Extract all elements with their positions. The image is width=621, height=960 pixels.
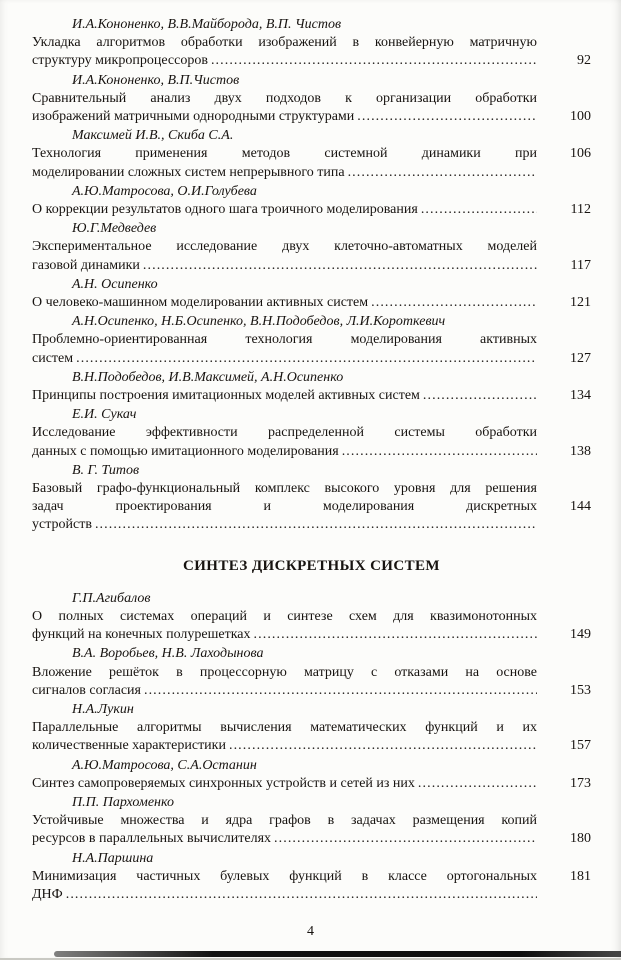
toc-entry xyxy=(32,757,591,793)
title-text: Принципы построения имитационных моделей активных систем xyxy=(32,388,420,404)
entry-authors: А.Ю.Матросова, С.А.Останин xyxy=(72,757,257,773)
entry-title-line: Параллельные алгоритмы вычисления математических функций и их xyxy=(32,720,537,736)
dot-leader xyxy=(92,516,537,534)
title-text: функций на конечных полурешетках xyxy=(32,627,251,643)
entry-authors: И.А.Кононенко, В.П.Чистов xyxy=(72,72,240,88)
entry-line xyxy=(32,443,591,461)
entry-authors: И.А.Кононенко, В.В.Майборода, В.П. Чистов xyxy=(72,17,342,32)
title-text: устройств xyxy=(32,517,92,533)
dot-leader xyxy=(226,737,537,755)
title-text: сигналов согласия xyxy=(32,682,141,698)
entry-line xyxy=(32,424,591,442)
entry-authors: Е.И. Сукач xyxy=(72,407,137,423)
entry-line xyxy=(32,516,591,534)
entry-line xyxy=(32,480,591,498)
entry-authors: А.Н.Осипенко, Н.Б.Осипенко, В.Н.Подобедов, Л.И.Короткевич xyxy=(72,314,446,330)
title-text: структуру микропроцессоров xyxy=(32,53,208,69)
dot-leader xyxy=(420,387,537,405)
entry-title-line xyxy=(32,108,537,126)
entry-authors: Н.А.Лукин xyxy=(72,701,134,717)
entry-line xyxy=(32,257,591,275)
entry-line xyxy=(32,608,591,626)
entry-line xyxy=(32,737,591,755)
entry-page-number: 112 xyxy=(570,202,591,218)
entry-line xyxy=(32,331,591,349)
entry-page-number: 157 xyxy=(570,738,591,754)
entry-line xyxy=(32,52,591,70)
entry-page-number: 138 xyxy=(570,443,591,459)
entry-page-number: 153 xyxy=(570,682,591,698)
entry-authors: Н.А.Паршина xyxy=(72,850,154,866)
entry-title-line: Устойчивые множества и ядра графов в задачах размещения копий xyxy=(32,813,537,829)
entry-authors: В. Г. Титов xyxy=(72,462,140,478)
entry-title-line: Укладка алгоритмов обработки изображений в конвейерную матричную xyxy=(32,35,537,51)
entry-authors: Максимей И.В., Скиба С.А. xyxy=(72,128,234,144)
title-text: количественные характеристики xyxy=(32,738,226,754)
entry-title-line: задач проектирования и моделирования дискретных xyxy=(32,499,537,515)
entry-page-number: 121 xyxy=(570,295,591,311)
entry-title-line xyxy=(32,164,537,182)
entry-line xyxy=(32,387,591,405)
entry-title-line xyxy=(32,682,537,700)
entry-title-line xyxy=(32,52,537,70)
dot-leader xyxy=(63,886,537,904)
entry-line xyxy=(32,34,591,52)
entry-line xyxy=(32,90,591,108)
toc-entry xyxy=(32,462,591,535)
entry-authors: Г.П.Агибалов xyxy=(72,590,151,606)
entry-title-line xyxy=(32,257,537,275)
entry-line xyxy=(32,886,591,904)
toc-entry xyxy=(32,794,591,849)
entry-page-number: 100 xyxy=(570,109,591,125)
entry-title-line: О полных системах операций и синтезе схем для квазимонотонных xyxy=(32,608,537,624)
entry-line xyxy=(32,145,591,163)
entry-page-number: 180 xyxy=(570,831,591,847)
entry-page-number: 144 xyxy=(570,499,591,515)
entry-line xyxy=(32,664,591,682)
entry-title-line xyxy=(32,201,537,219)
dot-leader xyxy=(251,626,537,644)
scan-shadow-artifact xyxy=(54,951,621,957)
entry-page-number: 134 xyxy=(570,388,591,404)
toc-entry xyxy=(32,369,591,405)
title-text: О коррекции результатов одного шага троичного моделирования xyxy=(32,202,418,218)
toc-entry xyxy=(32,127,591,182)
dot-leader xyxy=(368,294,537,312)
entry-title-line xyxy=(32,737,537,755)
toc-entry xyxy=(32,701,591,756)
dot-leader xyxy=(140,257,537,275)
entry-line xyxy=(32,294,591,312)
entry-line xyxy=(32,350,591,368)
entry-line xyxy=(32,201,591,219)
toc-entry xyxy=(32,220,591,275)
dot-leader xyxy=(271,830,537,848)
entry-title-line: Проблемно-ориентированная технология моделирования активных xyxy=(32,332,537,348)
entry-title-line: Сравнительный анализ двух подходов к организации обработки xyxy=(32,90,537,106)
entry-authors: А.Ю.Матросова, О.И.Голубева xyxy=(72,183,257,199)
dot-leader xyxy=(73,350,537,368)
entry-line xyxy=(32,108,591,126)
dot-leader xyxy=(339,443,537,461)
dot-leader xyxy=(141,682,537,700)
entry-title-line: Базовый графо-функциональный комплекс высокого уровня для решения xyxy=(32,481,537,497)
entry-page-number: 117 xyxy=(570,257,591,273)
dot-leader xyxy=(354,108,537,126)
entry-line xyxy=(32,775,591,793)
title-text: систем xyxy=(32,350,74,366)
toc-entry xyxy=(32,313,591,368)
entry-title-line xyxy=(32,886,537,904)
entry-title-line xyxy=(32,516,537,534)
toc-entry xyxy=(32,850,591,905)
entry-page-number: 106 xyxy=(570,146,591,162)
title-text: ресурсов в параллельных вычислителях xyxy=(32,831,272,847)
entry-title-line: Технология применения методов системной динамики при xyxy=(32,146,537,162)
entry-title-line xyxy=(32,387,537,405)
page-number-footer: 4 xyxy=(307,924,314,939)
entry-title-line xyxy=(32,830,537,848)
entry-title-line xyxy=(32,626,537,644)
title-text: изображений матричными однородными структурами xyxy=(32,109,355,125)
entry-page-number: 149 xyxy=(570,627,591,643)
entry-authors: Ю.Г.Медведев xyxy=(72,221,157,237)
entry-line xyxy=(32,498,591,516)
entry-page-number: 181 xyxy=(570,868,591,884)
title-text: Синтез самопроверяемых синхронных устройств и сетей из них xyxy=(32,775,415,791)
entry-page-number: 173 xyxy=(570,775,591,791)
dot-leader xyxy=(418,201,537,219)
entry-title-line: Экспериментальное исследование двух клеточно-автоматных моделей xyxy=(32,239,537,255)
title-text: моделировании сложных систем непрерывного типа xyxy=(32,164,345,180)
dot-leader xyxy=(208,52,537,70)
entry-title-line xyxy=(32,350,537,368)
toc-entry xyxy=(32,183,591,219)
entry-title-line: Исследование эффективности распределенной системы обработки xyxy=(32,425,537,441)
toc-entry xyxy=(32,406,591,461)
entry-authors: В.А. Воробьев, Н.В. Лаходынова xyxy=(72,646,264,662)
title-text: О человеко-машинном моделировании активных систем xyxy=(32,295,369,311)
entry-line xyxy=(32,719,591,737)
entry-title-line: Вложение решёток в процессорную матрицу с отказами на основе xyxy=(32,664,537,680)
entry-authors: П.П. Пархоменко xyxy=(72,794,174,810)
entry-line xyxy=(32,682,591,700)
entry-line xyxy=(32,626,591,644)
entry-line xyxy=(32,812,591,830)
entry-title-line xyxy=(32,443,537,461)
section-heading: СИНТЕЗ ДИСКРЕТНЫХ СИСТЕМ xyxy=(183,557,440,574)
entry-page-number: 127 xyxy=(570,350,591,366)
toc-entry xyxy=(32,72,591,127)
entry-authors: В.Н.Подобедов, И.В.Максимей, А.Н.Осипенко xyxy=(72,369,344,385)
dot-leader xyxy=(415,775,537,793)
toc-entry xyxy=(32,16,591,71)
entry-line xyxy=(32,868,591,886)
entry-authors: А.Н. Осипенко xyxy=(72,276,158,292)
entry-line xyxy=(32,238,591,256)
entry-title-line xyxy=(32,775,537,793)
toc-entry xyxy=(32,645,591,700)
entry-line xyxy=(32,830,591,848)
title-text: данных с помощью имитационного моделирования xyxy=(32,443,339,459)
toc-entry xyxy=(32,276,591,312)
entry-title-line: Минимизация частичных булевых функций в классе ортогональных xyxy=(32,868,537,884)
dot-leader xyxy=(345,164,537,182)
entry-line xyxy=(32,164,591,182)
entry-page-number: 92 xyxy=(577,53,591,69)
toc-entry xyxy=(32,590,591,645)
title-text: газовой динамики xyxy=(32,257,140,273)
entry-title-line xyxy=(32,294,537,312)
title-text: ДНФ xyxy=(32,886,63,902)
